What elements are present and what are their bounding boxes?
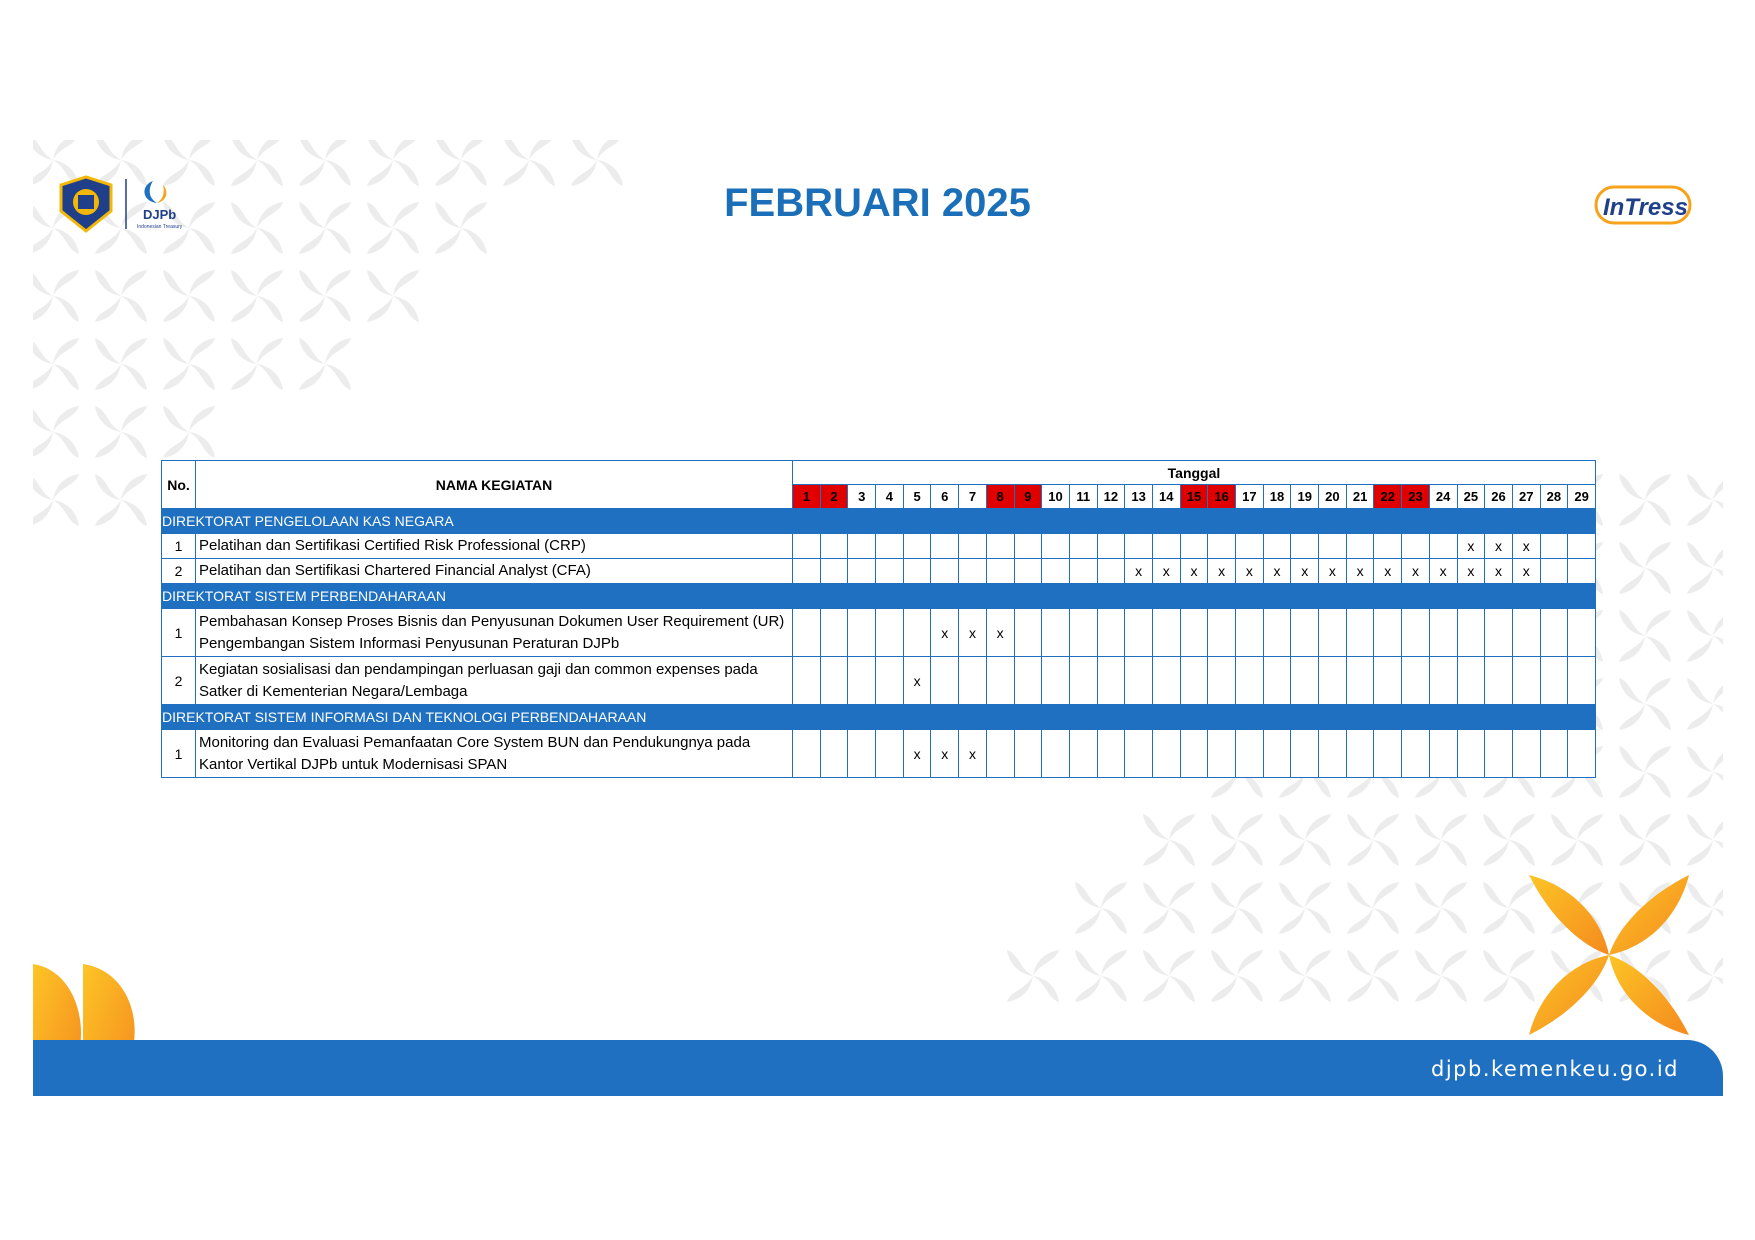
day-cell-20 <box>1319 657 1347 705</box>
day-cell-6: x <box>931 730 959 778</box>
day-cell-26 <box>1485 730 1513 778</box>
day-header-13: 13 <box>1125 485 1153 509</box>
day-cell-16 <box>1208 657 1236 705</box>
table-row <box>162 657 1596 705</box>
day-cell-17 <box>1236 730 1264 778</box>
pattern-flower <box>1687 882 1723 934</box>
pattern-flower <box>1415 814 1467 866</box>
day-cell-21: x <box>1346 559 1374 584</box>
day-header-20: 20 <box>1319 485 1347 509</box>
day-cell-28 <box>1540 657 1568 705</box>
pattern-flower <box>367 140 419 186</box>
day-header-16: 16 <box>1208 485 1236 509</box>
day-cell-16 <box>1208 534 1236 559</box>
section-title: DIREKTORAT SISTEM PERBENDAHARAAN <box>162 584 1596 609</box>
pattern-flower <box>231 338 283 390</box>
activity-name: Pelatihan dan Sertifikasi Certified Risk Professional (CRP) <box>196 534 793 559</box>
day-cell-24 <box>1429 657 1457 705</box>
pattern-flower <box>163 270 215 322</box>
day-cell-2 <box>820 534 848 559</box>
day-cell-25 <box>1457 657 1485 705</box>
day-cell-6 <box>931 657 959 705</box>
day-cell-18 <box>1263 730 1291 778</box>
pattern-flower <box>1347 882 1399 934</box>
day-cell-1 <box>793 609 821 657</box>
page-title: FEBRUARI 2025 <box>724 181 1031 225</box>
day-cell-22 <box>1374 730 1402 778</box>
pattern-flower <box>33 474 79 526</box>
day-cell-27: x <box>1512 559 1540 584</box>
pattern-flower <box>1619 610 1671 662</box>
day-cell-23 <box>1402 609 1430 657</box>
pattern-flower <box>1075 882 1127 934</box>
day-header-17: 17 <box>1236 485 1264 509</box>
day-cell-22: x <box>1374 559 1402 584</box>
pattern-flower <box>1687 950 1723 1002</box>
pattern-flower <box>163 406 215 458</box>
footer-url: djpb.kemenkeu.go.id <box>1431 1057 1679 1081</box>
day-cell-18 <box>1263 657 1291 705</box>
day-header-2: 2 <box>820 485 848 509</box>
pattern-flower <box>1619 746 1671 798</box>
day-header-3: 3 <box>848 485 876 509</box>
day-cell-10 <box>1042 534 1070 559</box>
day-cell-13 <box>1125 657 1153 705</box>
day-cell-12 <box>1097 559 1125 584</box>
day-header-26: 26 <box>1485 485 1513 509</box>
day-cell-12 <box>1097 657 1125 705</box>
pattern-flower <box>33 406 79 458</box>
pattern-flower <box>1007 950 1059 1002</box>
row-number: 1 <box>162 609 196 657</box>
day-cell-4 <box>876 559 904 584</box>
pattern-flower <box>1687 610 1723 662</box>
pattern-flower <box>1279 882 1331 934</box>
day-cell-2 <box>820 559 848 584</box>
day-cell-29 <box>1568 657 1596 705</box>
day-cell-3 <box>848 609 876 657</box>
day-cell-25: x <box>1457 534 1485 559</box>
day-cell-23 <box>1402 534 1430 559</box>
day-cell-8: x <box>986 609 1014 657</box>
pattern-flower <box>95 270 147 322</box>
day-header-9: 9 <box>1014 485 1042 509</box>
pattern-flower <box>1143 814 1195 866</box>
day-cell-12 <box>1097 534 1125 559</box>
day-cell-24 <box>1429 534 1457 559</box>
section-title: DIREKTORAT SISTEM INFORMASI DAN TEKNOLOGI PERBENDAHARAAN <box>162 705 1596 730</box>
day-cell-7: x <box>959 609 987 657</box>
day-cell-21 <box>1346 609 1374 657</box>
day-cell-13 <box>1125 534 1153 559</box>
djpb-logo-text: DJPb <box>143 207 177 222</box>
footer-flower-icon <box>1526 872 1692 1038</box>
pattern-flower <box>33 338 79 390</box>
day-cell-24: x <box>1429 559 1457 584</box>
day-cell-10 <box>1042 730 1070 778</box>
pattern-flower <box>231 270 283 322</box>
day-cell-16 <box>1208 730 1236 778</box>
day-cell-26 <box>1485 609 1513 657</box>
day-cell-9 <box>1014 559 1042 584</box>
day-cell-14 <box>1152 534 1180 559</box>
day-header-21: 21 <box>1346 485 1374 509</box>
day-cell-7 <box>959 657 987 705</box>
row-number: 2 <box>162 559 196 584</box>
day-cell-18 <box>1263 609 1291 657</box>
day-cell-5: x <box>903 657 931 705</box>
day-header-12: 12 <box>1097 485 1125 509</box>
pattern-flower <box>95 474 147 526</box>
day-cell-23 <box>1402 657 1430 705</box>
day-cell-29 <box>1568 534 1596 559</box>
day-cell-27: x <box>1512 534 1540 559</box>
row-number: 1 <box>162 730 196 778</box>
day-cell-14 <box>1152 730 1180 778</box>
day-header-23: 23 <box>1402 485 1430 509</box>
djpb-logo-subtext: Indonesian Treasury <box>137 224 183 230</box>
day-cell-14 <box>1152 609 1180 657</box>
day-cell-3 <box>848 534 876 559</box>
section-row <box>162 584 1596 609</box>
header-tanggal: Tanggal <box>793 461 1596 485</box>
day-cell-2 <box>820 657 848 705</box>
day-header-4: 4 <box>876 485 904 509</box>
day-cell-4 <box>876 609 904 657</box>
pattern-flower <box>367 270 419 322</box>
day-cell-19 <box>1291 534 1319 559</box>
day-cell-17 <box>1236 657 1264 705</box>
day-cell-13 <box>1125 730 1153 778</box>
day-cell-11 <box>1069 534 1097 559</box>
day-cell-28 <box>1540 559 1568 584</box>
day-cell-14: x <box>1152 559 1180 584</box>
pattern-flower <box>163 338 215 390</box>
pattern-flower <box>299 270 351 322</box>
day-cell-25 <box>1457 609 1485 657</box>
day-cell-21 <box>1346 534 1374 559</box>
day-cell-4 <box>876 657 904 705</box>
day-cell-1 <box>793 657 821 705</box>
pattern-flower <box>1687 678 1723 730</box>
pattern-flower <box>1211 950 1263 1002</box>
section-row <box>162 705 1596 730</box>
day-cell-8 <box>986 534 1014 559</box>
day-cell-19 <box>1291 730 1319 778</box>
pattern-flower <box>1619 814 1671 866</box>
pattern-flower <box>1347 950 1399 1002</box>
day-cell-19 <box>1291 609 1319 657</box>
schedule-table <box>161 460 1596 778</box>
day-cell-11 <box>1069 657 1097 705</box>
pattern-flower <box>299 140 351 186</box>
day-cell-17: x <box>1236 559 1264 584</box>
day-cell-9 <box>1014 534 1042 559</box>
day-cell-11 <box>1069 609 1097 657</box>
day-cell-25: x <box>1457 559 1485 584</box>
day-cell-26: x <box>1485 559 1513 584</box>
day-cell-10 <box>1042 657 1070 705</box>
activity-name: Pembahasan Konsep Proses Bisnis dan Penyusunan Dokumen User Requirement (UR) Pengembangan Sistem Informasi Penyusunan Peraturan DJPb <box>196 609 793 657</box>
day-cell-22 <box>1374 609 1402 657</box>
day-header-24: 24 <box>1429 485 1457 509</box>
pattern-flower <box>95 338 147 390</box>
day-cell-7: x <box>959 730 987 778</box>
day-header-5: 5 <box>903 485 931 509</box>
schedule-body <box>162 509 1596 778</box>
day-header-14: 14 <box>1152 485 1180 509</box>
day-cell-15 <box>1180 730 1208 778</box>
day-header-1: 1 <box>793 485 821 509</box>
day-cell-8 <box>986 559 1014 584</box>
header-no: No. <box>162 461 196 509</box>
pattern-flower <box>1279 814 1331 866</box>
pattern-flower <box>1347 814 1399 866</box>
day-header-22: 22 <box>1374 485 1402 509</box>
pattern-flower <box>1415 882 1467 934</box>
day-cell-18 <box>1263 534 1291 559</box>
pattern-flower <box>1687 474 1723 526</box>
day-cell-6 <box>931 534 959 559</box>
pattern-flower <box>503 140 555 186</box>
pattern-flower <box>231 140 283 186</box>
day-cell-19 <box>1291 657 1319 705</box>
day-cell-15 <box>1180 657 1208 705</box>
pattern-flower <box>1279 950 1331 1002</box>
day-cell-4 <box>876 730 904 778</box>
day-cell-29 <box>1568 559 1596 584</box>
pattern-flower <box>1415 950 1467 1002</box>
day-cell-29 <box>1568 609 1596 657</box>
table-row <box>162 559 1596 584</box>
day-cell-8 <box>986 657 1014 705</box>
day-cell-23 <box>1402 730 1430 778</box>
day-cell-13: x <box>1125 559 1153 584</box>
day-cell-7 <box>959 559 987 584</box>
day-cell-4 <box>876 534 904 559</box>
pattern-flower <box>1619 678 1671 730</box>
pattern-flower <box>1687 746 1723 798</box>
day-header-6: 6 <box>931 485 959 509</box>
day-header-18: 18 <box>1263 485 1291 509</box>
day-header-28: 28 <box>1540 485 1568 509</box>
pattern-flower <box>1483 814 1535 866</box>
day-header-15: 15 <box>1180 485 1208 509</box>
intress-logo <box>1594 184 1694 233</box>
day-cell-12 <box>1097 730 1125 778</box>
pattern-flower <box>1619 542 1671 594</box>
pattern-flower <box>33 270 79 322</box>
day-cell-20: x <box>1319 559 1347 584</box>
row-number: 2 <box>162 657 196 705</box>
day-cell-10 <box>1042 609 1070 657</box>
activity-name: Monitoring dan Evaluasi Pemanfaatan Core System BUN dan Pendukungnya pada Kantor Vertikal DJPb untuk Modernisasi SPAN <box>196 730 793 778</box>
pattern-flower <box>435 140 487 186</box>
pattern-flower <box>1143 882 1195 934</box>
day-cell-9 <box>1014 730 1042 778</box>
day-header-29: 29 <box>1568 485 1596 509</box>
day-cell-8 <box>986 730 1014 778</box>
day-cell-27 <box>1512 730 1540 778</box>
activity-name: Pelatihan dan Sertifikasi Chartered Financial Analyst (CFA) <box>196 559 793 584</box>
day-cell-3 <box>848 657 876 705</box>
header-nama-kegiatan: NAMA KEGIATAN <box>196 461 793 509</box>
day-cell-24 <box>1429 730 1457 778</box>
pattern-flower <box>1075 950 1127 1002</box>
day-cell-1 <box>793 534 821 559</box>
activity-name: Kegiatan sosialisasi dan pendampingan perluasan gaji dan common expenses pada Satker di Kementerian Negara/Lembaga <box>196 657 793 705</box>
day-cell-7 <box>959 534 987 559</box>
pattern-flower <box>299 338 351 390</box>
day-cell-15 <box>1180 609 1208 657</box>
day-cell-20 <box>1319 609 1347 657</box>
section-row <box>162 509 1596 534</box>
day-cell-10 <box>1042 559 1070 584</box>
day-cell-6: x <box>931 609 959 657</box>
day-cell-22 <box>1374 657 1402 705</box>
day-cell-2 <box>820 609 848 657</box>
day-header-27: 27 <box>1512 485 1540 509</box>
day-header-8: 8 <box>986 485 1014 509</box>
table-row <box>162 730 1596 778</box>
day-header-10: 10 <box>1042 485 1070 509</box>
pattern-flower <box>1619 474 1671 526</box>
day-cell-22 <box>1374 534 1402 559</box>
day-cell-5: x <box>903 730 931 778</box>
day-cell-2 <box>820 730 848 778</box>
day-cell-6 <box>931 559 959 584</box>
day-cell-21 <box>1346 657 1374 705</box>
day-cell-28 <box>1540 534 1568 559</box>
day-cell-27 <box>1512 657 1540 705</box>
day-cell-24 <box>1429 609 1457 657</box>
day-cell-16 <box>1208 609 1236 657</box>
day-cell-13 <box>1125 609 1153 657</box>
day-cell-23: x <box>1402 559 1430 584</box>
pattern-flower <box>1211 814 1263 866</box>
day-cell-29 <box>1568 730 1596 778</box>
day-cell-27 <box>1512 609 1540 657</box>
day-cell-5 <box>903 534 931 559</box>
day-header-7: 7 <box>959 485 987 509</box>
day-cell-25 <box>1457 730 1485 778</box>
day-cell-3 <box>848 559 876 584</box>
day-cell-15: x <box>1180 559 1208 584</box>
row-number: 1 <box>162 534 196 559</box>
day-cell-20 <box>1319 534 1347 559</box>
pattern-flower <box>571 140 623 186</box>
pattern-flower <box>1551 814 1603 866</box>
section-title: DIREKTORAT PENGELOLAAN KAS NEGARA <box>162 509 1596 534</box>
pattern-flower <box>1143 950 1195 1002</box>
day-cell-26 <box>1485 657 1513 705</box>
day-cell-1 <box>793 730 821 778</box>
day-cell-5 <box>903 609 931 657</box>
pattern-flower <box>1687 542 1723 594</box>
day-cell-5 <box>903 559 931 584</box>
day-cell-20 <box>1319 730 1347 778</box>
day-cell-1 <box>793 559 821 584</box>
day-cell-9 <box>1014 657 1042 705</box>
day-cell-19: x <box>1291 559 1319 584</box>
day-cell-16: x <box>1208 559 1236 584</box>
day-header-25: 25 <box>1457 485 1485 509</box>
day-cell-9 <box>1014 609 1042 657</box>
day-cell-12 <box>1097 609 1125 657</box>
day-cell-17 <box>1236 534 1264 559</box>
pattern-flower <box>1687 814 1723 866</box>
day-cell-11 <box>1069 730 1097 778</box>
day-cell-21 <box>1346 730 1374 778</box>
day-cell-14 <box>1152 657 1180 705</box>
day-header-19: 19 <box>1291 485 1319 509</box>
pattern-flower <box>1211 882 1263 934</box>
pattern-flower <box>95 406 147 458</box>
day-cell-18: x <box>1263 559 1291 584</box>
day-cell-28 <box>1540 609 1568 657</box>
day-cell-15 <box>1180 534 1208 559</box>
day-header-11: 11 <box>1069 485 1097 509</box>
day-cell-17 <box>1236 609 1264 657</box>
day-cell-3 <box>848 730 876 778</box>
intress-logo-text: InTress <box>1603 194 1688 221</box>
day-cell-11 <box>1069 559 1097 584</box>
day-cell-28 <box>1540 730 1568 778</box>
day-cell-26: x <box>1485 534 1513 559</box>
table-row <box>162 609 1596 657</box>
table-row <box>162 534 1596 559</box>
